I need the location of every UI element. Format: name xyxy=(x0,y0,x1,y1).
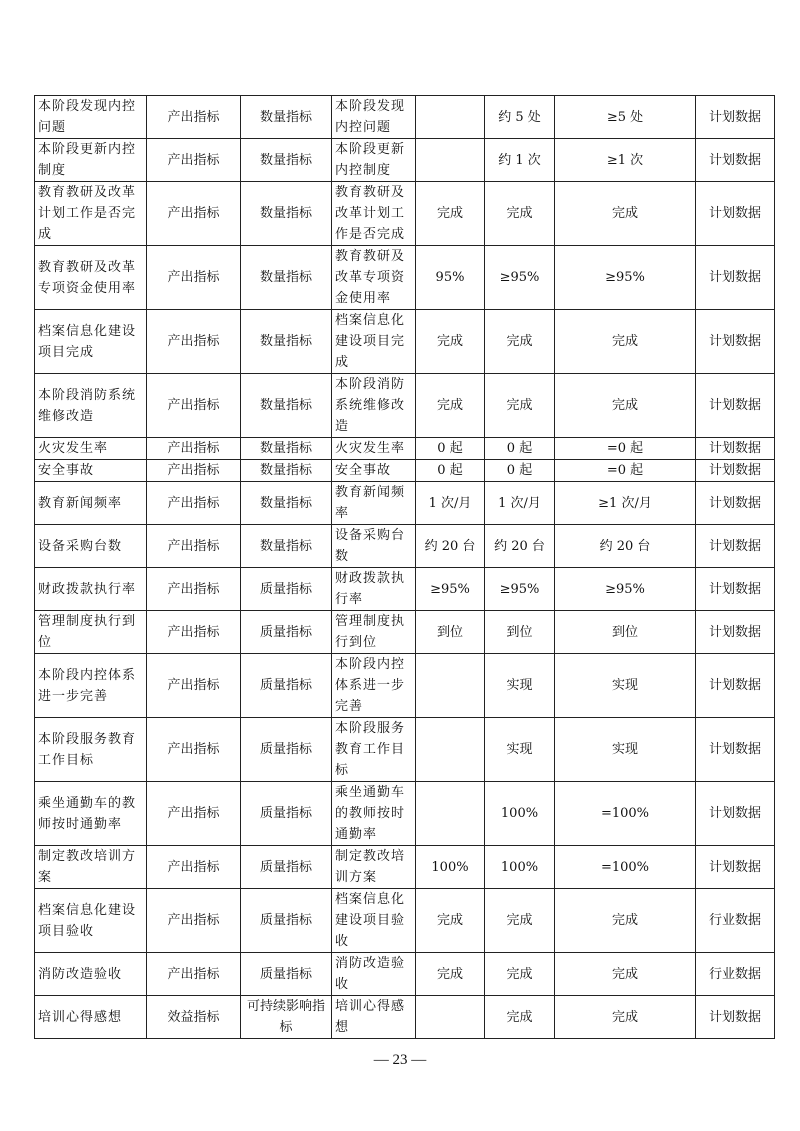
page-number: — 23 — xyxy=(373,1052,427,1068)
table-cell xyxy=(416,782,485,846)
table-cell: 0 起 xyxy=(416,438,485,460)
table-cell: 教育新闻频率 xyxy=(35,482,147,525)
table-cell: 安全事故 xyxy=(35,460,147,482)
table-cell: 数量指标 xyxy=(241,96,332,139)
table-cell: 本阶段内控体系进一步完善 xyxy=(332,654,416,718)
table-cell: 产出指标 xyxy=(147,438,241,460)
table-cell: 计划数据 xyxy=(696,996,775,1039)
table-row xyxy=(35,718,775,782)
table-cell: 计划数据 xyxy=(696,438,775,460)
table-cell: 产出指标 xyxy=(147,96,241,139)
table-cell: 实现 xyxy=(555,654,696,718)
table-cell xyxy=(416,139,485,182)
table-cell: 完成 xyxy=(416,889,485,953)
table-cell: 火灾发生率 xyxy=(35,438,147,460)
table-cell xyxy=(416,996,485,1039)
indicator-table xyxy=(34,95,775,1039)
table-cell: 制定教改培训方案 xyxy=(35,846,147,889)
table-cell: 财政拨款执行率 xyxy=(332,568,416,611)
table-cell: ≥1 次/月 xyxy=(555,482,696,525)
table-cell: 产出指标 xyxy=(147,718,241,782)
table-cell: 设备采购台数 xyxy=(35,525,147,568)
table-cell: 本阶段更新内控制度 xyxy=(35,139,147,182)
table-cell: ≥95% xyxy=(555,568,696,611)
table-cell: 100% xyxy=(485,846,555,889)
table-cell: ≥95% xyxy=(555,246,696,310)
table-cell: 0 起 xyxy=(485,438,555,460)
table-cell: 档案信息化建设项目完成 xyxy=(332,310,416,374)
table-cell: 档案信息化建设项目完成 xyxy=(35,310,147,374)
table-cell: 100% xyxy=(485,782,555,846)
table-cell xyxy=(416,718,485,782)
table-cell: 计划数据 xyxy=(696,654,775,718)
table-row xyxy=(35,96,775,139)
table-cell: 质量指标 xyxy=(241,846,332,889)
table-row xyxy=(35,889,775,953)
table-cell: 完成 xyxy=(485,889,555,953)
table-cell: 数量指标 xyxy=(241,482,332,525)
table-cell: 行业数据 xyxy=(696,889,775,953)
table-cell: 火灾发生率 xyxy=(332,438,416,460)
table-cell: 完成 xyxy=(555,310,696,374)
table-cell: 计划数据 xyxy=(696,568,775,611)
table-cell: 完成 xyxy=(485,374,555,438)
table-cell: =0 起 xyxy=(555,438,696,460)
table-cell: 消防改造验收 xyxy=(332,953,416,996)
table-row xyxy=(35,310,775,374)
table-row xyxy=(35,782,775,846)
table-cell: 数量指标 xyxy=(241,139,332,182)
table-cell: 数量指标 xyxy=(241,460,332,482)
table-cell: 实现 xyxy=(485,718,555,782)
table-cell: 约 5 处 xyxy=(485,96,555,139)
table-cell: 质量指标 xyxy=(241,782,332,846)
table-cell: 完成 xyxy=(416,310,485,374)
table-cell: 计划数据 xyxy=(696,182,775,246)
table-row xyxy=(35,525,775,568)
table-cell: 可持续影响指标 xyxy=(241,996,332,1039)
table-cell: 产出指标 xyxy=(147,246,241,310)
table-cell: 100% xyxy=(416,846,485,889)
table-cell: 教育教研及改革专项资金使用率 xyxy=(332,246,416,310)
table-cell: 效益指标 xyxy=(147,996,241,1039)
table-cell: 计划数据 xyxy=(696,246,775,310)
table-cell: 培训心得感想 xyxy=(35,996,147,1039)
table-row xyxy=(35,953,775,996)
table-cell: 0 起 xyxy=(416,460,485,482)
table-row xyxy=(35,996,775,1039)
table-row xyxy=(35,374,775,438)
table-cell: 行业数据 xyxy=(696,953,775,996)
table-cell: 数量指标 xyxy=(241,310,332,374)
table-cell: 计划数据 xyxy=(696,460,775,482)
table-cell: 产出指标 xyxy=(147,846,241,889)
table-cell: ≥5 处 xyxy=(555,96,696,139)
table-cell: 计划数据 xyxy=(696,310,775,374)
table-row xyxy=(35,182,775,246)
table-cell: 质量指标 xyxy=(241,889,332,953)
table-row xyxy=(35,438,775,460)
table-row xyxy=(35,654,775,718)
table-row xyxy=(35,139,775,182)
table-cell: 完成 xyxy=(416,182,485,246)
table-cell: 产出指标 xyxy=(147,482,241,525)
table-cell: 管理制度执行到位 xyxy=(35,611,147,654)
table-cell: 计划数据 xyxy=(696,96,775,139)
table-cell: 质量指标 xyxy=(241,568,332,611)
table-cell: 培训心得感想 xyxy=(332,996,416,1039)
table-cell: 本阶段发现内控问题 xyxy=(35,96,147,139)
table-cell: 计划数据 xyxy=(696,374,775,438)
table-cell: 约 1 次 xyxy=(485,139,555,182)
table-cell: =0 起 xyxy=(555,460,696,482)
table-cell: 计划数据 xyxy=(696,782,775,846)
table-cell: 数量指标 xyxy=(241,374,332,438)
table-cell: 1 次/月 xyxy=(416,482,485,525)
table-cell: 到位 xyxy=(485,611,555,654)
table-cell: 完成 xyxy=(416,953,485,996)
table-cell: 乘坐通勤车的教师按时通勤率 xyxy=(332,782,416,846)
table-cell: 计划数据 xyxy=(696,611,775,654)
table-cell: 设备采购台数 xyxy=(332,525,416,568)
table-cell: =100% xyxy=(555,846,696,889)
table-cell: 到位 xyxy=(555,611,696,654)
table-cell: 产出指标 xyxy=(147,568,241,611)
table-cell: 实现 xyxy=(555,718,696,782)
table-cell: 产出指标 xyxy=(147,460,241,482)
table-cell: 产出指标 xyxy=(147,525,241,568)
table-cell xyxy=(416,654,485,718)
table-cell: 约 20 台 xyxy=(485,525,555,568)
table-cell: 数量指标 xyxy=(241,182,332,246)
table-cell: 财政拨款执行率 xyxy=(35,568,147,611)
table-cell: 管理制度执行到位 xyxy=(332,611,416,654)
table-row xyxy=(35,611,775,654)
table-cell: ≥95% xyxy=(416,568,485,611)
table-cell: 完成 xyxy=(416,374,485,438)
table-cell: 教育教研及改革专项资金使用率 xyxy=(35,246,147,310)
table-cell: 安全事故 xyxy=(332,460,416,482)
table-cell: ≥95% xyxy=(485,246,555,310)
table-cell: 实现 xyxy=(485,654,555,718)
table-cell: 本阶段消防系统维修改造 xyxy=(35,374,147,438)
table-cell: 计划数据 xyxy=(696,482,775,525)
table-cell: 1 次/月 xyxy=(485,482,555,525)
table-cell: 制定教改培训方案 xyxy=(332,846,416,889)
table-cell: 数量指标 xyxy=(241,525,332,568)
table-cell: 本阶段服务教育工作目标 xyxy=(332,718,416,782)
table-cell: 0 起 xyxy=(485,460,555,482)
table-row xyxy=(35,846,775,889)
table-cell: 产出指标 xyxy=(147,139,241,182)
table-cell: 产出指标 xyxy=(147,889,241,953)
table-cell: 完成 xyxy=(555,996,696,1039)
table-cell: 质量指标 xyxy=(241,611,332,654)
table-cell: 计划数据 xyxy=(696,525,775,568)
table-cell xyxy=(416,96,485,139)
table-body xyxy=(35,96,775,1039)
table-cell: 产出指标 xyxy=(147,374,241,438)
table-cell: 数量指标 xyxy=(241,438,332,460)
table-cell: =100% xyxy=(555,782,696,846)
table-row xyxy=(35,482,775,525)
table-cell: 完成 xyxy=(555,182,696,246)
table-cell: 完成 xyxy=(485,953,555,996)
table-cell: 计划数据 xyxy=(696,846,775,889)
table-cell: 产出指标 xyxy=(147,182,241,246)
table-cell: 完成 xyxy=(485,310,555,374)
table-cell: 本阶段内控体系进一步完善 xyxy=(35,654,147,718)
table-cell: 计划数据 xyxy=(696,139,775,182)
table-cell: 数量指标 xyxy=(241,246,332,310)
table-cell: 档案信息化建设项目验收 xyxy=(332,889,416,953)
table-row xyxy=(35,568,775,611)
table-cell: 产出指标 xyxy=(147,782,241,846)
table-cell: 本阶段发现内控问题 xyxy=(332,96,416,139)
table-cell: 教育新闻频率 xyxy=(332,482,416,525)
table-cell: 本阶段更新内控制度 xyxy=(332,139,416,182)
table-cell: 乘坐通勤车的教师按时通勤率 xyxy=(35,782,147,846)
table-cell: 质量指标 xyxy=(241,718,332,782)
table-cell: 质量指标 xyxy=(241,953,332,996)
table-cell: ≥95% xyxy=(485,568,555,611)
table-cell: 完成 xyxy=(555,953,696,996)
table-cell: 完成 xyxy=(485,996,555,1039)
table-cell: 计划数据 xyxy=(696,718,775,782)
table-cell: 产出指标 xyxy=(147,654,241,718)
table-cell: 约 20 台 xyxy=(555,525,696,568)
table-cell: 产出指标 xyxy=(147,310,241,374)
table-cell: ≥1 次 xyxy=(555,139,696,182)
table-cell: 完成 xyxy=(555,889,696,953)
table-cell: 档案信息化建设项目验收 xyxy=(35,889,147,953)
table-cell: 到位 xyxy=(416,611,485,654)
table-cell: 本阶段消防系统维修改造 xyxy=(332,374,416,438)
table-cell: 完成 xyxy=(555,374,696,438)
table-cell: 95% xyxy=(416,246,485,310)
table-cell: 完成 xyxy=(485,182,555,246)
table-cell: 产出指标 xyxy=(147,953,241,996)
table-row xyxy=(35,246,775,310)
table-cell: 约 20 台 xyxy=(416,525,485,568)
table-row xyxy=(35,460,775,482)
table-cell: 质量指标 xyxy=(241,654,332,718)
table-cell: 本阶段服务教育工作目标 xyxy=(35,718,147,782)
table-cell: 教育教研及改革计划工作是否完成 xyxy=(35,182,147,246)
table-cell: 教育教研及改革计划工作是否完成 xyxy=(332,182,416,246)
table-cell: 产出指标 xyxy=(147,611,241,654)
table-cell: 消防改造验收 xyxy=(35,953,147,996)
